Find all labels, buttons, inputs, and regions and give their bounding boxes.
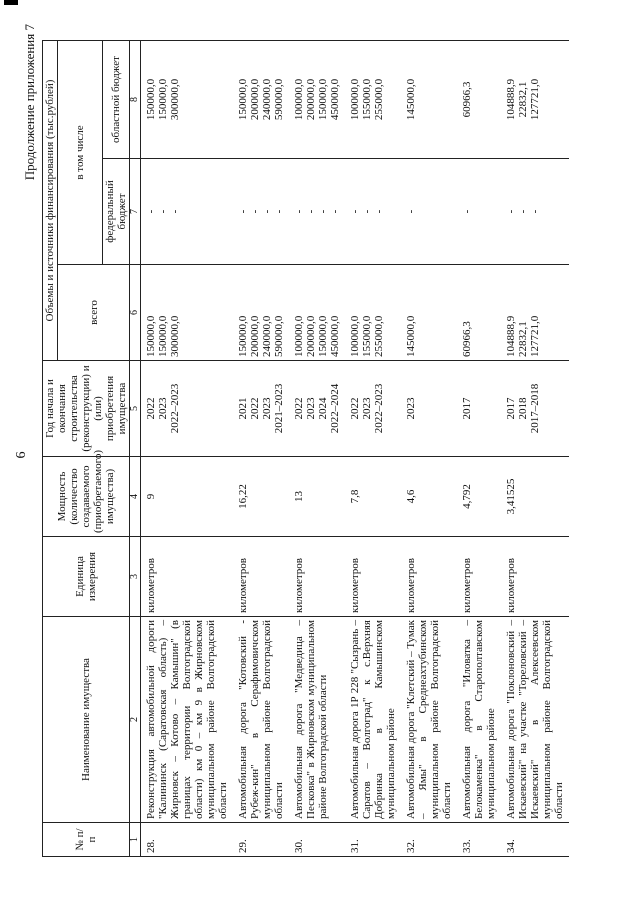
total-cell-value: 22832,1 (517, 321, 529, 357)
federal-cell-value: - (505, 209, 517, 214)
unit-cell: километров (401, 537, 457, 617)
col-number: 7 (130, 159, 141, 265)
years-cell-value: 2022–2023 (169, 383, 181, 434)
col-number: 1 (130, 823, 141, 857)
total-cell-value: 104888,9 (505, 315, 517, 357)
total-cell (501, 265, 569, 361)
header-name: Наименование имущества (43, 617, 130, 823)
regional-cell-value: 100000,0 (349, 78, 361, 121)
years-cell (401, 361, 457, 457)
years-cell-value: 2023 (405, 397, 417, 420)
federal-cell-value: - (157, 209, 169, 214)
property-name: Реконструкция автомобильной дороги "Калининск (Саратовская область) – Жирновск – Котово – Камышин" (в границах территории Волгоградской области) км 0 – км 9 в Жирновском муниципальном районе Волгоградской области (141, 617, 234, 823)
total-cell-value: 240000,0 (261, 315, 273, 357)
federal-cell (233, 159, 289, 265)
page-number: 6 (14, 451, 29, 459)
unit-cell: километров (345, 537, 401, 617)
years-cell-value: 2022 (293, 397, 305, 420)
capacity-cell: 4,792 (457, 457, 501, 537)
regional-cell-value: 150000,0 (317, 78, 329, 121)
years-cell-value: 2021 (237, 397, 249, 420)
regional-cell-value: 104888,9 (505, 78, 517, 121)
property-name: Автомобильная дорога "Поклоновский – Искаевский" на участке "Тореловский – Искаевский" в Алексеевском муниципальном районе Волгоградской области (501, 617, 569, 823)
capacity-cell: 7,8 (345, 457, 401, 537)
table-row (401, 40, 457, 856)
col-number: 6 (130, 265, 141, 361)
regional-cell-value: 200000,0 (249, 78, 261, 121)
federal-cell (401, 159, 457, 265)
property-name: Автомобильная дорога 1Р 228 "Сызрань – Саратов – Волгоград" к с.Верхняя Добринка в Камышинском муниципальном районе (345, 617, 401, 823)
regional-cell-value: 150000,0 (157, 78, 169, 121)
federal-cell (457, 159, 501, 265)
total-cell-value: 200000,0 (305, 315, 317, 357)
total-cell-value: 155000,0 (361, 315, 373, 357)
capacity-cell: 13 (289, 457, 345, 537)
years-cell-value: 2024 (317, 397, 329, 420)
regional-cell (501, 40, 569, 158)
property-name: Автомобильная дорога "Медведица – Песковка" в Жирновском муниципальном районе Волгоградской области (289, 617, 345, 823)
federal-cell (501, 159, 569, 265)
years-cell-value: 2018 (517, 397, 529, 420)
federal-cell (141, 159, 234, 265)
capacity-cell: 4,6 (401, 457, 457, 537)
years-cell-value: 2022 (145, 397, 157, 420)
total-cell (401, 265, 457, 361)
row-number: 28. (141, 823, 234, 857)
table-row (141, 40, 234, 856)
federal-cell-value: - (169, 209, 181, 214)
unit-cell: километров (141, 537, 234, 617)
total-cell (457, 265, 501, 361)
total-cell-value: 145000,0 (405, 315, 417, 357)
capacity-cell: 9 (141, 457, 234, 537)
years-cell-value: 2017 (461, 397, 473, 420)
row-number: 31. (345, 823, 401, 857)
total-cell-value: 127721,0 (529, 315, 541, 357)
table-row (457, 40, 501, 856)
header-regional: областной бюджет (103, 40, 130, 158)
header-num: № п/п (43, 823, 130, 857)
total-cell-value: 200000,0 (249, 315, 261, 357)
federal-cell-value: - (405, 209, 417, 214)
total-cell-value: 300000,0 (169, 315, 181, 357)
federal-cell-value: - (273, 209, 285, 214)
row-number: 30. (289, 823, 345, 857)
federal-cell-value: - (237, 209, 249, 214)
header-incl: в том числе (58, 40, 103, 264)
federal-cell-value: - (373, 209, 385, 214)
col-number: 3 (130, 537, 141, 617)
years-cell-value: 2022 (249, 397, 261, 420)
federal-cell-value: - (461, 209, 473, 214)
total-cell-value: 60966,3 (461, 321, 473, 357)
years-cell (289, 361, 345, 457)
federal-cell-value: - (293, 209, 305, 214)
total-cell-value: 590000,0 (273, 315, 285, 357)
regional-cell (345, 40, 401, 158)
property-table (42, 40, 569, 857)
header-federal: федеральный бюджет (103, 159, 130, 265)
table-row (233, 40, 289, 856)
years-cell-value: 2023 (261, 397, 273, 420)
regional-cell-value: 127721,0 (529, 78, 541, 121)
regional-cell (457, 40, 501, 158)
regional-cell-value: 150000,0 (237, 78, 249, 121)
property-name: Автомобильная дорога "Иловатка – Белокаменка" в Старополтавском муниципальном районе (457, 617, 501, 823)
years-cell-value: 2023 (157, 397, 169, 420)
years-cell-value: 2023 (305, 397, 317, 420)
federal-cell-value: - (529, 209, 541, 214)
regional-cell-value: 590000,0 (273, 78, 285, 121)
regional-cell-value: 145000,0 (405, 78, 417, 121)
row-number: 33. (457, 823, 501, 857)
total-cell-value: 150000,0 (145, 315, 157, 357)
years-cell (233, 361, 289, 457)
federal-cell-value: - (329, 209, 341, 214)
row-number: 34. (501, 823, 569, 857)
total-cell-value: 150000,0 (237, 315, 249, 357)
unit-cell: километров (457, 537, 501, 617)
regional-cell-value: 450000,0 (329, 78, 341, 121)
federal-cell (345, 159, 401, 265)
col-number: 2 (130, 617, 141, 823)
table-header (43, 40, 141, 856)
row-number: 29. (233, 823, 289, 857)
unit-cell: километров (233, 537, 289, 617)
total-cell-value: 100000,0 (293, 315, 305, 357)
federal-cell-value: - (349, 209, 361, 214)
header-years: Год начала и окончания строительства (реконструкции) и (или) приобретения имущества (43, 361, 130, 457)
years-cell-value: 2023 (361, 397, 373, 420)
years-cell (345, 361, 401, 457)
regional-cell-value: 60966,3 (461, 81, 473, 118)
total-cell-value: 100000,0 (349, 315, 361, 357)
table-row (345, 40, 401, 856)
federal-cell-value: - (249, 209, 261, 214)
capacity-cell: 3,41525 (501, 457, 569, 537)
federal-cell (289, 159, 345, 265)
unit-cell: километров (501, 537, 569, 617)
years-cell-value: 2022–2024 (329, 383, 341, 434)
total-cell-value: 450000,0 (329, 315, 341, 357)
header-total: всего (58, 265, 130, 361)
header-capacity: Мощность (количество создаваемого (приобретаемого) имущества) (43, 457, 130, 537)
total-cell-value: 255000,0 (373, 315, 385, 357)
years-cell-value: 2017 (505, 397, 517, 420)
federal-cell-value: - (261, 209, 273, 214)
years-cell-value: 2022–2023 (373, 383, 385, 434)
federal-cell-value: - (317, 209, 329, 214)
regional-cell-value: 255000,0 (373, 78, 385, 121)
regional-cell (233, 40, 289, 158)
total-cell-value: 150000,0 (157, 315, 169, 357)
total-cell (345, 265, 401, 361)
total-cell-value: 150000,0 (317, 315, 329, 357)
continuation-caption: Продолжение приложения 7 (22, 24, 37, 181)
table-row (289, 40, 345, 856)
years-cell (501, 361, 569, 457)
col-number: 5 (130, 361, 141, 457)
regional-cell (289, 40, 345, 158)
regional-cell (401, 40, 457, 158)
property-name: Автомобильная дорога "Котовский - Рубеж-кин" в Серафимовичском муниципальном районе Волгоградской области (233, 617, 289, 823)
total-cell (141, 265, 234, 361)
col-number: 4 (130, 457, 141, 537)
row-number: 32. (401, 823, 457, 857)
years-cell-value: 2021–2023 (273, 383, 285, 434)
column-number-row (130, 40, 141, 856)
years-cell (141, 361, 234, 457)
years-cell-value: 2017–2018 (529, 383, 541, 434)
years-cell-value: 2022 (349, 397, 361, 420)
federal-cell-value: - (145, 209, 157, 214)
total-cell (233, 265, 289, 361)
regional-cell-value: 150000,0 (145, 78, 157, 121)
regional-cell (141, 40, 234, 158)
table-body (141, 40, 570, 856)
federal-cell-value: - (517, 209, 529, 214)
total-cell (289, 265, 345, 361)
regional-cell-value: 100000,0 (293, 78, 305, 121)
regional-cell-value: 240000,0 (261, 78, 273, 121)
header-unit: Единица измерения (43, 537, 130, 617)
table-row (501, 40, 569, 856)
capacity-cell: 16,22 (233, 457, 289, 537)
regional-cell-value: 155000,0 (361, 78, 373, 121)
regional-cell-value: 22832,1 (517, 81, 529, 118)
property-name: Автомобильная дорога "Клетский – Тумак – Ямы" в Среднеахтубинском муниципальном районе Волгоградской области (401, 617, 457, 823)
federal-cell-value: - (361, 209, 373, 214)
unit-cell: километров (289, 537, 345, 617)
regional-cell-value: 200000,0 (305, 78, 317, 121)
federal-cell-value: - (305, 209, 317, 214)
col-number: 8 (130, 40, 141, 158)
header-funding: Объемы и источники финансирования (тыс.рублей) (43, 40, 58, 360)
regional-cell-value: 300000,0 (169, 78, 181, 121)
years-cell (457, 361, 501, 457)
